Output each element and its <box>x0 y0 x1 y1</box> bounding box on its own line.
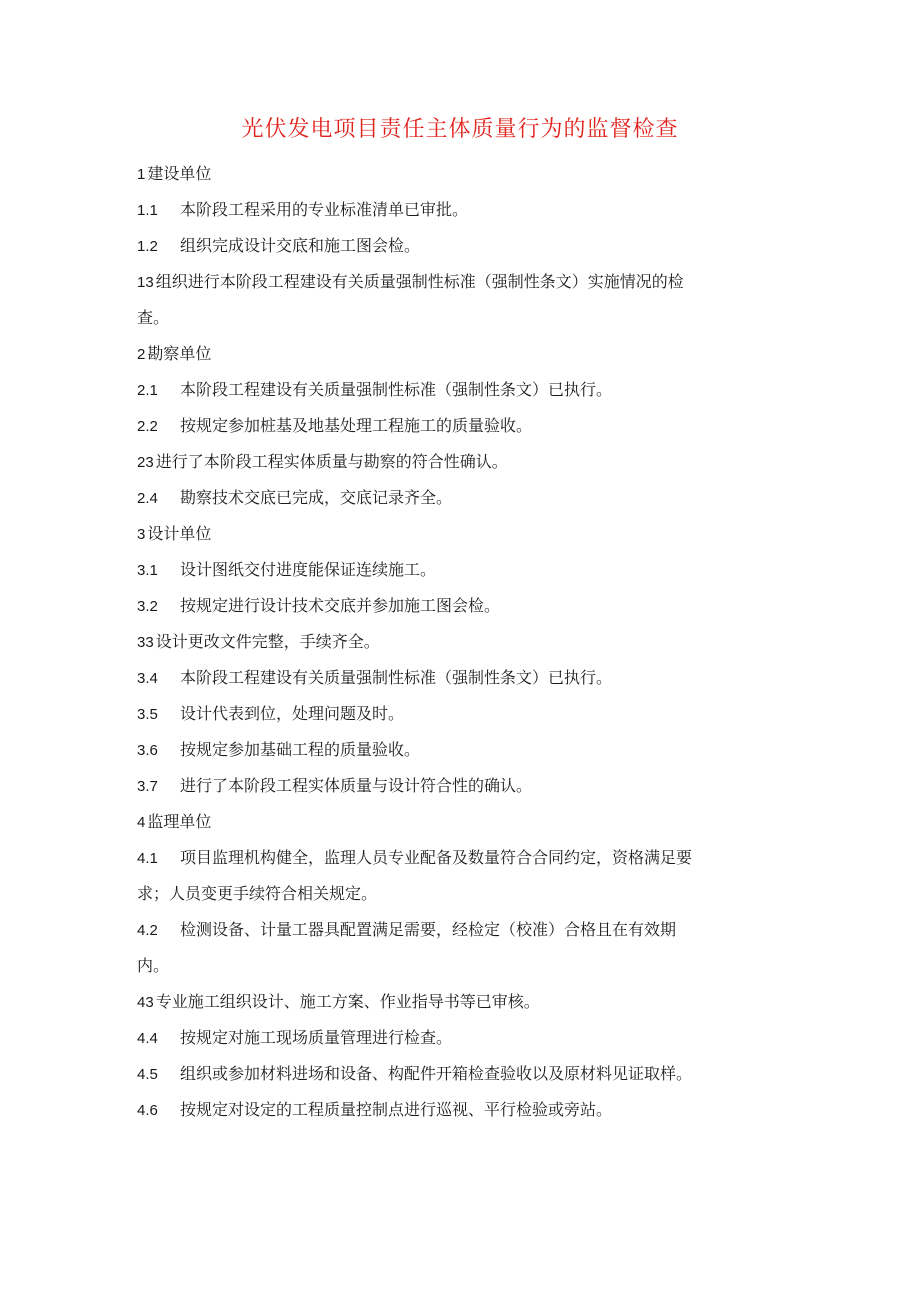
item-text: 求；人员变更手续符合相关规定。 <box>137 884 378 903</box>
item-text: 按规定对施工现场质量管理进行检查。 <box>180 1028 453 1047</box>
document-line <box>137 1020 777 1056</box>
document-line <box>137 336 777 372</box>
document-line <box>137 804 777 840</box>
item-text: 进行了本阶段工程实体质量与设计符合性的确认。 <box>180 776 533 795</box>
document-line <box>137 876 777 912</box>
item-text: 组织或参加材料进场和设备、构配件开箱检查验收以及原材料见证取样。 <box>180 1064 693 1083</box>
item-number: 1.1 <box>137 202 158 219</box>
item-number: 43 <box>137 994 154 1011</box>
item-number: 4.1 <box>137 850 158 867</box>
document-line <box>137 1092 777 1128</box>
item-text: 查。 <box>137 308 170 327</box>
document-line <box>137 192 777 228</box>
document-line <box>137 408 777 444</box>
document-line <box>137 840 777 876</box>
item-text: 检测设备、计量工器具配置满足需要，经检定（校准）合格且在有效期 <box>180 920 677 939</box>
document-line <box>137 228 777 264</box>
item-number: 3.6 <box>137 742 158 759</box>
item-number: 3.5 <box>137 706 158 723</box>
document-line <box>137 732 777 768</box>
item-text: 按规定参加基础工程的质量验收。 <box>180 740 421 759</box>
item-text: 建设单位 <box>147 164 212 183</box>
item-text: 进行了本阶段工程实体质量与勘察的符合性确认。 <box>155 452 508 471</box>
item-text: 本阶段工程采用的专业标准清单已审批。 <box>180 200 469 219</box>
document-line <box>137 696 777 732</box>
item-number: 3.2 <box>137 598 158 615</box>
item-number: 1 <box>137 166 146 183</box>
document-line <box>137 156 777 192</box>
item-text: 本阶段工程建设有关质量强制性标准（强制性条文）已执行。 <box>180 380 613 399</box>
item-number: 4.6 <box>137 1102 158 1119</box>
document-line <box>137 552 777 588</box>
document-line <box>137 624 777 660</box>
item-text: 监理单位 <box>147 812 212 831</box>
item-number: 4 <box>137 814 146 831</box>
document-line <box>137 300 777 336</box>
item-number: 2.4 <box>137 490 158 507</box>
document-line <box>137 768 777 804</box>
item-number: 23 <box>137 454 154 471</box>
document-line <box>137 660 777 696</box>
document-line <box>137 372 777 408</box>
item-number: 1.2 <box>137 238 158 255</box>
item-text: 设计单位 <box>147 524 212 543</box>
document-line <box>137 516 777 552</box>
item-number: 2 <box>137 346 146 363</box>
item-number: 3.1 <box>137 562 158 579</box>
item-number: 2.2 <box>137 418 158 435</box>
item-text: 勘察单位 <box>147 344 212 363</box>
item-text: 专业施工组织设计、施工方案、作业指导书等已审核。 <box>155 992 540 1011</box>
document-line <box>137 480 777 516</box>
item-text: 设计代表到位，处理问题及时。 <box>180 704 405 723</box>
item-number: 2.1 <box>137 382 158 399</box>
item-text: 组织完成设计交底和施工图会检。 <box>180 236 421 255</box>
document-line <box>137 444 777 480</box>
item-text: 按规定参加桩基及地基处理工程施工的质量验收。 <box>180 416 533 435</box>
item-text: 内。 <box>137 956 170 975</box>
item-text: 设计图纸交付进度能保证连续施工。 <box>180 560 437 579</box>
item-text: 本阶段工程建设有关质量强制性标准（强制性条文）已执行。 <box>180 668 613 687</box>
item-text: 勘察技术交底已完成，交底记录齐全。 <box>180 488 453 507</box>
document-line <box>137 948 777 984</box>
item-number: 3.7 <box>137 778 158 795</box>
item-number: 13 <box>137 274 154 291</box>
document-line <box>137 984 777 1020</box>
document-line <box>137 1056 777 1092</box>
document-title: 光伏发电项目责任主体质量行为的监督检查 <box>241 117 679 142</box>
document-line <box>137 264 777 300</box>
item-number: 3 <box>137 526 146 543</box>
item-text: 设计更改文件完整，手续齐全。 <box>155 632 380 651</box>
item-text: 按规定对设定的工程质量控制点进行巡视、平行检验或旁站。 <box>180 1100 613 1119</box>
document-body <box>137 156 777 1128</box>
document-line <box>137 912 777 948</box>
item-number: 33 <box>137 634 154 651</box>
item-number: 4.5 <box>137 1066 158 1083</box>
item-text: 组织进行本阶段工程建设有关质量强制性标准（强制性条文）实施情况的检 <box>155 272 684 291</box>
item-text: 项目监理机构健全，监理人员专业配备及数量符合合同约定，资格满足要 <box>180 848 693 867</box>
item-number: 4.4 <box>137 1030 158 1047</box>
item-number: 3.4 <box>137 670 158 687</box>
item-text: 按规定进行设计技术交底并参加施工图会检。 <box>180 596 501 615</box>
document-line <box>137 588 777 624</box>
item-number: 4.2 <box>137 922 158 939</box>
